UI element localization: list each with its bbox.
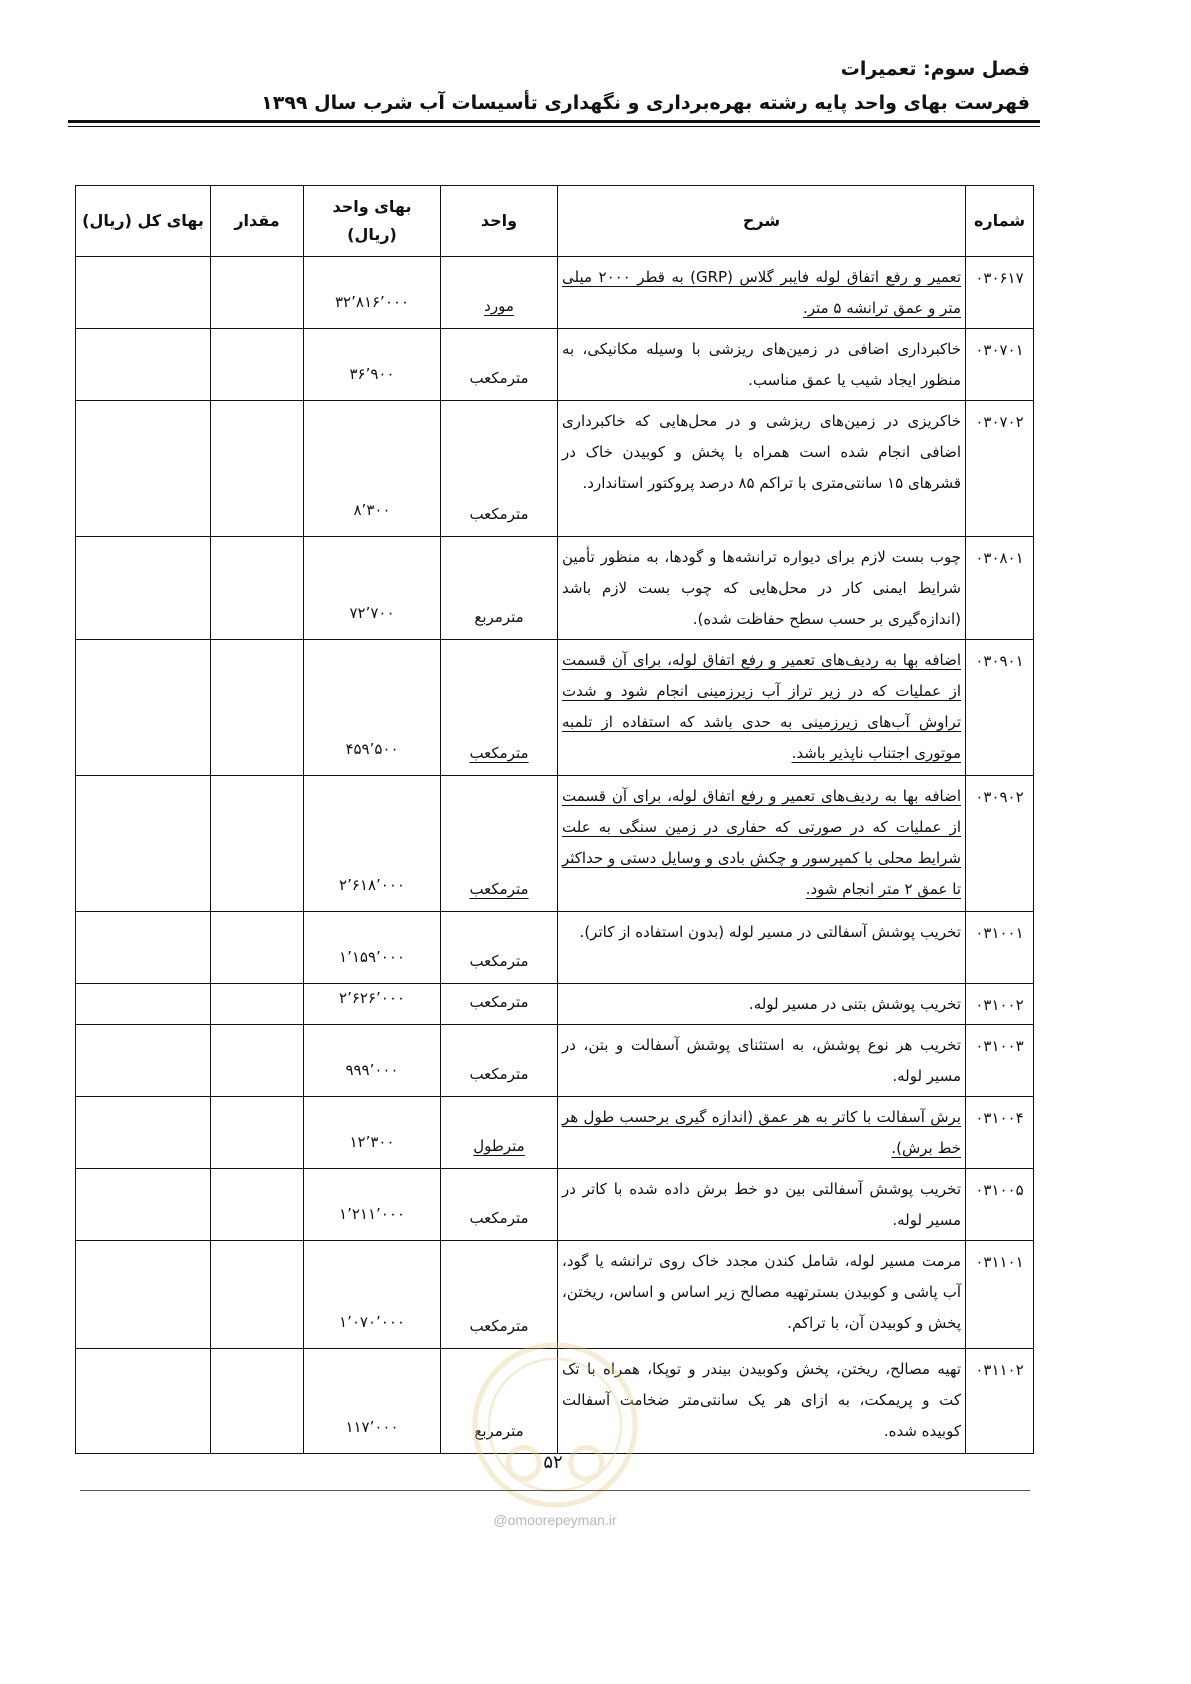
cell-description-text: تخریب پوشش بتنی در مسیر لوله. <box>748 995 961 1013</box>
cell-unit-price <box>304 1169 441 1241</box>
cell-number-text: ۰۳۱۰۰۳ <box>975 1037 1024 1055</box>
price-list-table <box>75 185 1034 1454</box>
header-divider <box>68 120 1040 127</box>
cell-description <box>558 984 966 1025</box>
cell-quantity <box>211 776 304 912</box>
cell-unit-price-text: ۷۲٬۷۰۰ <box>349 604 395 622</box>
cell-number <box>966 329 1034 401</box>
cell-total-price <box>76 1169 211 1241</box>
cell-number-text: ۰۳۱۱۰۱ <box>975 1253 1024 1271</box>
cell-number <box>966 1349 1034 1454</box>
cell-description <box>558 1169 966 1241</box>
cell-number-text: ۰۳۰۶۱۷ <box>975 269 1024 287</box>
cell-unit <box>441 640 558 776</box>
cell-unit-price <box>304 1349 441 1454</box>
cell-description <box>558 1025 966 1097</box>
table-row <box>76 1349 1034 1454</box>
cell-description <box>558 640 966 776</box>
cell-number-text: ۰۳۰۷۰۱ <box>975 341 1024 359</box>
cell-description-text: مرمت مسیر لوله، شامل کندن مجدد خاک روی ترانشه یا گود، آب پاشی و کوبیدن بسترتهیه مصالح زیر اساس و اساس، ریختن، پخش و کوبیدن آن، با تراکم. <box>562 1252 961 1332</box>
cell-quantity <box>211 257 304 329</box>
cell-unit-price-text: ۴۵۹٬۵۰۰ <box>345 740 399 758</box>
cell-unit-price-text: ۳۲٬۸۱۶٬۰۰۰ <box>335 293 409 311</box>
cell-unit-price-text: ۸٬۳۰۰ <box>353 501 391 519</box>
footer-divider <box>80 1490 1030 1491</box>
cell-description-text: تخریب پوشش آسفالتی در مسیر لوله (بدون استفاده از کاتر). <box>579 923 961 941</box>
table-row <box>76 776 1034 912</box>
cell-description-text: تخریب هر نوع پوشش، به استثنای پوشش آسفالت و بتن، در مسیر لوله. <box>562 1036 961 1085</box>
table-row <box>76 1025 1034 1097</box>
table-row <box>76 984 1034 1025</box>
cell-number <box>966 640 1034 776</box>
cell-total-price <box>76 1241 211 1349</box>
cell-quantity <box>211 640 304 776</box>
cell-description <box>558 257 966 329</box>
cell-unit-text: مترمکعب <box>469 1317 529 1335</box>
cell-unit-price <box>304 329 441 401</box>
cell-unit-price-text: ۱۱۷٬۰۰۰ <box>345 1418 399 1436</box>
cell-unit-price-text: ۱۲٬۳۰۰ <box>349 1133 395 1151</box>
cell-description-text: برش آسفالت با کاتر به هر عمق (اندازه گیری برحسب طول هر خط برش). <box>562 1108 961 1157</box>
cell-total-price <box>76 329 211 401</box>
cell-description-text: چوب بست لازم برای دیواره ترانشه‌ها و گودها، به منظور تأمین شرایط ایمنی کار در محل‌هایی که چوب بست لازم باشد (اندازه‌گیری بر حسب سطح حفاظت شده). <box>562 548 961 628</box>
cell-quantity <box>211 1349 304 1454</box>
cell-quantity <box>211 912 304 984</box>
cell-unit-price <box>304 401 441 537</box>
cell-unit-text: مورد <box>484 297 514 315</box>
cell-unit-text: مترمکعب <box>469 1209 529 1227</box>
header-total-price: بهای کل (ریال) <box>76 186 211 257</box>
header-quantity: مقدار <box>211 186 304 257</box>
cell-quantity <box>211 537 304 640</box>
cell-number <box>966 537 1034 640</box>
table-row <box>76 1241 1034 1349</box>
cell-unit-price-text: ۹۹۹٬۰۰۰ <box>345 1061 399 1079</box>
cell-number <box>966 984 1034 1025</box>
cell-quantity <box>211 1241 304 1349</box>
cell-unit-price-text: ۳۶٬۹۰۰ <box>349 365 395 383</box>
cell-quantity <box>211 984 304 1025</box>
table-row <box>76 401 1034 537</box>
cell-number-text: ۰۳۱۰۰۲ <box>975 996 1024 1014</box>
cell-number <box>966 1241 1034 1349</box>
header-number: شماره <box>966 186 1034 257</box>
table-row <box>76 1169 1034 1241</box>
cell-description <box>558 1349 966 1454</box>
header-description: شرح <box>558 186 966 257</box>
cell-description-text: خاکبرداری اضافی در زمین‌های ریزشی با وسیله مکانیکی، به منظور ایجاد شیب یا عمق مناسب. <box>562 340 961 389</box>
cell-unit <box>441 257 558 329</box>
watermark-text: @omoorepeyman.ir <box>493 1512 617 1528</box>
header-unit-price <box>304 186 441 257</box>
cell-description-text: اضافه بها به ردیف‌های تعمیر و رفع اتفاق لوله، برای آن قسمت از عملیات که در صورتی که حفاری در زمین سنگی به علت شرایط محلی با کمپرسور و چکش بادی و وسایل دستی و حداکثر تا عمق ۲ متر انجام شود. <box>561 787 961 898</box>
cell-unit-price-text: ۲٬۶۲۶٬۰۰۰ <box>339 989 405 1007</box>
cell-description-text: تعمیر و رفع اتفاق لوله فایبر گلاس (GRP) به قطر ۲۰۰۰ میلی متر و عمق ترانشه ۵ متر. <box>562 268 961 317</box>
cell-unit <box>441 984 558 1025</box>
cell-unit-price <box>304 640 441 776</box>
cell-description-text: اضافه بها به ردیف‌های تعمیر و رفع اتفاق لوله، برای آن قسمت از عملیات که در زیر تراز آب زیرزمینی انجام شود و شدت تراوش آب‌های زیرزمینی به حدی باشد که استفاده از تلمبه موتوری اجتناب ناپذیر باشد. <box>562 651 961 762</box>
cell-description <box>558 401 966 537</box>
cell-number <box>966 1097 1034 1169</box>
cell-description-text: تهیه مصالح، ریختن، پخش وکوبیدن بیندر و توپکا، همراه با تک کت و پریمکت، به ازای هر یک سانتی‌متر ضخامت آسفالت کوبیده شده. <box>562 1360 961 1440</box>
table-row <box>76 257 1034 329</box>
cell-quantity <box>211 1169 304 1241</box>
table-body <box>76 257 1034 1454</box>
cell-description <box>558 776 966 912</box>
cell-unit <box>441 329 558 401</box>
cell-total-price <box>76 401 211 537</box>
cell-number-text: ۰۳۱۰۰۱ <box>975 924 1024 942</box>
cell-description <box>558 1097 966 1169</box>
cell-number-text: ۰۳۰۹۰۱ <box>975 652 1024 670</box>
cell-unit-price <box>304 257 441 329</box>
cell-unit-price-text: ۲٬۶۱۸٬۰۰۰ <box>339 876 405 894</box>
cell-unit-price <box>304 1097 441 1169</box>
document-title: فهرست بهای واحد پایه رشته بهره‌برداری و نگهداری تأسیسات آب شرب سال ۱۳۹۹ <box>261 92 1030 114</box>
cell-unit <box>441 912 558 984</box>
cell-total-price <box>76 1097 211 1169</box>
cell-unit-text: مترمکعب <box>469 993 529 1011</box>
cell-unit-price <box>304 912 441 984</box>
cell-number <box>966 257 1034 329</box>
cell-unit-text: مترمکعب <box>469 952 529 970</box>
cell-description <box>558 329 966 401</box>
table-row <box>76 1097 1034 1169</box>
cell-unit <box>441 1241 558 1349</box>
cell-unit-price <box>304 1241 441 1349</box>
table-row <box>76 537 1034 640</box>
cell-number <box>966 1025 1034 1097</box>
cell-unit <box>441 1025 558 1097</box>
cell-total-price <box>76 1349 211 1454</box>
cell-unit-price <box>304 537 441 640</box>
header-unit: واحد <box>441 186 558 257</box>
cell-quantity <box>211 329 304 401</box>
cell-unit-text: مترمکعب <box>469 1065 529 1083</box>
cell-unit-text: مترمکعب <box>469 880 529 898</box>
cell-unit-price <box>304 776 441 912</box>
cell-total-price <box>76 640 211 776</box>
chapter-title: فصل سوم: تعمیرات <box>840 58 1030 80</box>
cell-unit-text: مترمکعب <box>469 744 529 762</box>
cell-total-price <box>76 537 211 640</box>
cell-total-price <box>76 984 211 1025</box>
cell-number-text: ۰۳۱۱۰۲ <box>975 1361 1024 1379</box>
cell-number <box>966 1169 1034 1241</box>
cell-unit-price-text: ۱٬۱۵۹٬۰۰۰ <box>339 948 405 966</box>
cell-unit-text: مترطول <box>473 1137 525 1155</box>
cell-number-text: ۰۳۰۹۰۲ <box>975 788 1024 806</box>
cell-total-price <box>76 912 211 984</box>
cell-unit-price-text: ۱٬۰۷۰٬۰۰۰ <box>339 1313 405 1331</box>
table-row <box>76 912 1034 984</box>
cell-unit <box>441 537 558 640</box>
table-row <box>76 329 1034 401</box>
cell-number <box>966 776 1034 912</box>
cell-unit <box>441 1169 558 1241</box>
table-row <box>76 640 1034 776</box>
header-unit-price-line2: (ریال) <box>347 225 397 244</box>
cell-number-text: ۰۳۱۰۰۵ <box>975 1181 1024 1199</box>
cell-unit-price <box>304 984 441 1025</box>
cell-description <box>558 537 966 640</box>
cell-quantity <box>211 1097 304 1169</box>
cell-unit <box>441 401 558 537</box>
header-unit-price-line1: بهای واحد <box>332 197 412 216</box>
cell-unit-price-text: ۱٬۲۱۱٬۰۰۰ <box>339 1205 405 1223</box>
cell-unit-text: مترمربع <box>474 608 524 626</box>
cell-number-text: ۰۳۰۸۰۱ <box>975 549 1024 567</box>
cell-number-text: ۰۳۱۰۰۴ <box>975 1109 1024 1127</box>
page-number: ۵۲ <box>543 1452 563 1473</box>
cell-unit <box>441 1349 558 1454</box>
cell-total-price <box>76 257 211 329</box>
cell-description-text: خاکریزی در زمین‌های ریزشی و در محل‌هایی که خاکبرداری اضافی انجام شده است همراه با پخش و کوبیدن خاک در قشرهای ۱۵ سانتی‌متری با تراکم ۸۵ درصد پروکتور استاندارد. <box>562 412 961 492</box>
cell-unit-price <box>304 1025 441 1097</box>
cell-unit <box>441 776 558 912</box>
cell-number <box>966 912 1034 984</box>
cell-description <box>558 912 966 984</box>
cell-unit-text: مترمکعب <box>469 369 529 387</box>
cell-total-price <box>76 1025 211 1097</box>
cell-unit-text: مترمربع <box>474 1422 524 1440</box>
cell-unit <box>441 1097 558 1169</box>
cell-total-price <box>76 776 211 912</box>
cell-unit-text: مترمکعب <box>469 505 529 523</box>
cell-number <box>966 401 1034 537</box>
document-header <box>130 52 1030 120</box>
cell-quantity <box>211 401 304 537</box>
cell-quantity <box>211 1025 304 1097</box>
cell-number-text: ۰۳۰۷۰۲ <box>975 413 1024 431</box>
cell-description-text: تخریب پوشش آسفالتی بین دو خط برش داده شده با کاتر در مسیر لوله. <box>562 1180 961 1229</box>
table-header-row <box>76 186 1034 257</box>
cell-description <box>558 1241 966 1349</box>
